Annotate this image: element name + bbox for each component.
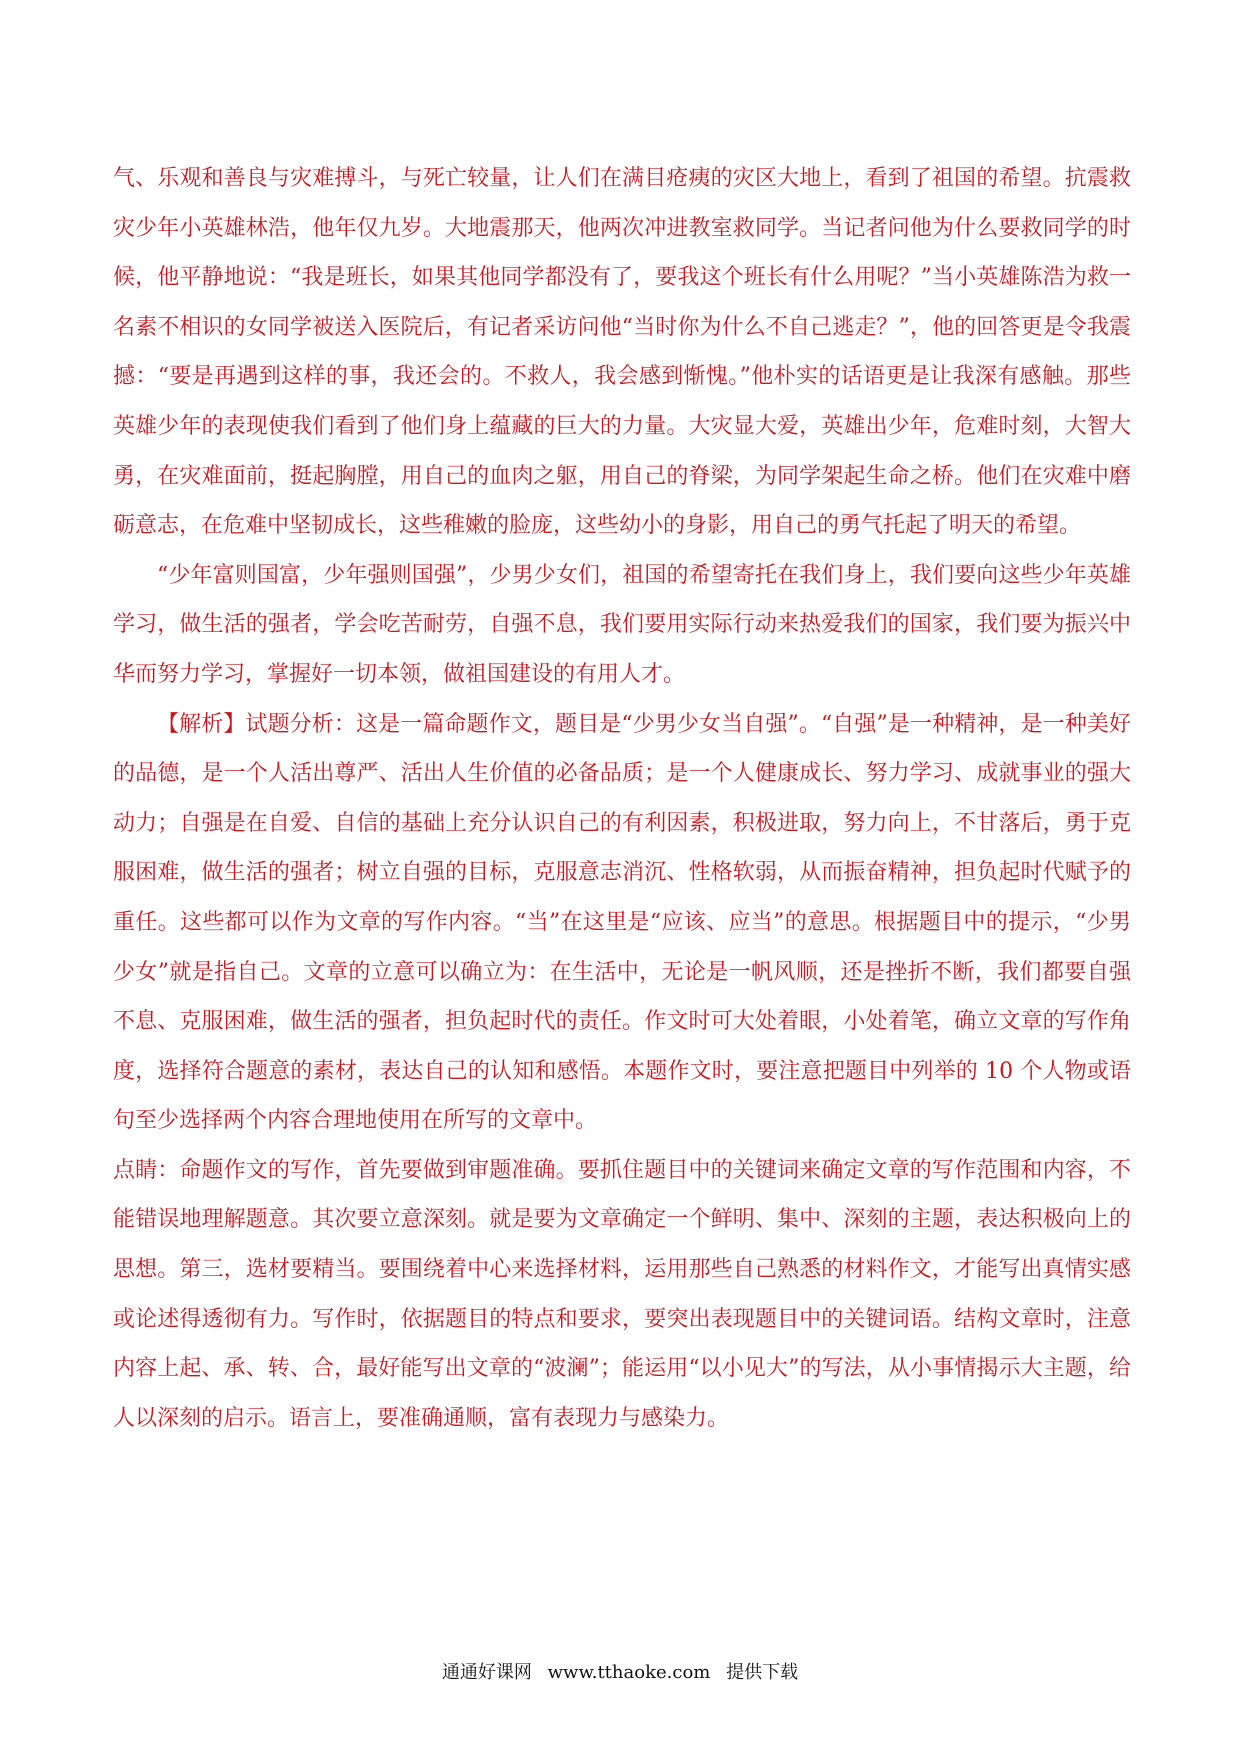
- analysis-paragraph: [113, 700, 1131, 1146]
- essay-paragraph: “少年富则国富，少年强则国强”，少男少女们，祖国的希望寄托在我们身上，我们要向这些少年英雄学习，做生活的强者，学会吃苦耐劳，自强不息，我们要用实际行动来热爱我们的国家，我们要为振兴中华而努力学习，掌握好一切本领，做祖国建设的有用人才。: [113, 562, 1131, 687]
- footer-url[interactable]: www.tthaoke.com: [547, 1662, 711, 1683]
- footer-note: 提供下载: [726, 1662, 799, 1683]
- page-footer: [0, 1658, 1240, 1684]
- document-body: [113, 154, 1131, 1443]
- analysis-text: 试题分析：这是一篇命题作文，题目是“少男少女当自强”。“自强”是一种精神，是一种美好的品德，是一个人活出尊严、活出人生价值的必备品质；是一个人健康成长、努力学习、成就事业的强大动力；自强是在自爱、自信的基础上充分认识自己的有利因素，积极进取，努力向上，不甘落后，勇于克服困难，做生活的强者；树立自强的目标，克服意志消沉、性格软弱，从而振奋精神，担负起时代赋予的重任。这些都可以作为文章的写作内容。“当”在这里是“应该、应当”的意思。根据题目中的提示，“少男少女”就是指自己。文章的立意可以确立为：在生活中，无论是一帆风顺，还是挫折不断，我们都要自强不息、克服困难，做生活的强者，担负起时代的责任。作文时可大处着眼，小处着笔，确立文章的写作角度，选择符合题意的素材，表达自己的认知和感悟。本题作文时，要注意把题目中列举的 10 个人物或语句至少选择两个内容合理地使用在所写的文章中。: [113, 711, 1131, 1134]
- analysis-label: 【解析】: [157, 711, 246, 737]
- footer-site-name: 通通好课网: [441, 1662, 532, 1683]
- tips-paragraph: 点睛：命题作文的写作，首先要做到审题准确。要抓住题目中的关键词来确定文章的写作范围和内容，不能错误地理解题意。其次要立意深刻。就是要为文章确定一个鲜明、集中、深刻的主题，表达积极向上的思想。第三，选材要精当。要围绕着中心来选择材料，运用那些自己熟悉的材料作文，才能写出真情实感或论述得透彻有力。写作时，依据题目的特点和要求，要突出表现题目中的关键词语。结构文章时，注意内容上起、承、转、合，最好能写出文章的“波澜”；能运用“以小见大”的写法，从小事情揭示大主题，给人以深刻的启示。语言上，要准确通顺，富有表现力与感染力。: [113, 1157, 1131, 1431]
- essay-paragraph: 气、乐观和善良与灾难搏斗，与死亡较量，让人们在满目疮痍的灾区大地上，看到了祖国的希望。抗震救灾少年小英雄林浩，他年仅九岁。大地震那天，他两次冲进教室救同学。当记者问他为什么要救同学的时候，他平静地说：“我是班长，如果其他同学都没有了，要我这个班长有什么用呢？”当小英雄陈浩为救一名素不相识的女同学被送入医院后，有记者采访问他“当时你为什么不自己逃走？”，他的回答更是令我震撼：“要是再遇到这样的事，我还会的。不救人，我会感到惭愧。”他朴实的话语更是让我深有感触。那些英雄少年的表现使我们看到了他们身上蕴藏的巨大的力量。大灾显大爱，英雄出少年，危难时刻，大智大勇，在灾难面前，挺起胸膛，用自己的血肉之躯，用自己的脊梁，为同学架起生命之桥。他们在灾难中磨砺意志，在危难中坚韧成长，这些稚嫩的脸庞，这些幼小的身影，用自己的勇气托起了明天的希望。: [113, 166, 1131, 539]
